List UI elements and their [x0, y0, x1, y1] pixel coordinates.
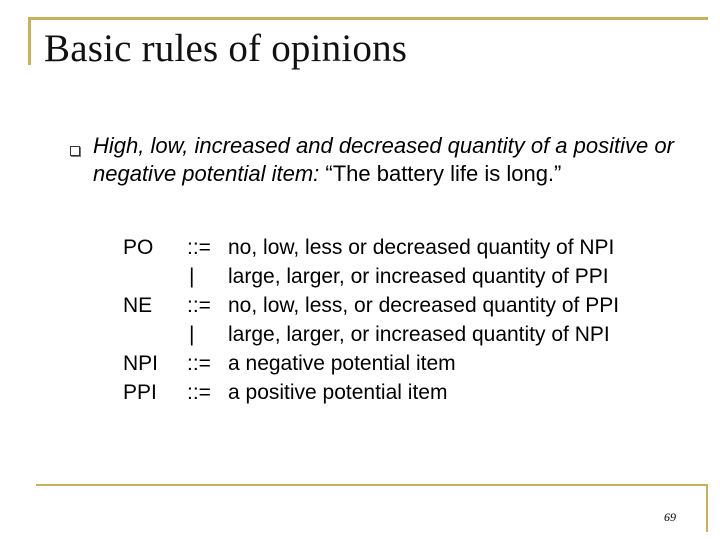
grammar-rhs: no, low, less or decreased quantity of NPI: [228, 236, 615, 259]
grammar-rhs: large, larger, or increased quantity of NPI: [228, 323, 610, 346]
grammar-row: [123, 262, 703, 291]
grammar-rules: [123, 233, 703, 407]
grammar-row: [123, 233, 703, 262]
page-number: 69: [664, 510, 676, 524]
bullet-italic-text: High, low, increased and decreased quantity of a positive or negative potential item:: [93, 133, 674, 186]
grammar-lhs: PO: [123, 236, 154, 259]
grammar-operator: ::=: [187, 381, 211, 404]
grammar-row: [123, 291, 703, 320]
grammar-operator: ::=: [187, 352, 211, 375]
grammar-operator: |: [189, 323, 195, 346]
grammar-rhs: a negative potential item: [228, 352, 456, 375]
grammar-rhs: no, low, less, or decreased quantity of PPI: [228, 294, 620, 317]
grammar-row: [123, 378, 703, 407]
grammar-rhs: a positive potential item: [228, 381, 448, 404]
grammar-row: [123, 349, 703, 378]
footer-rule: [36, 484, 708, 486]
title-left-rule: [28, 17, 31, 65]
grammar-lhs: PPI: [123, 381, 157, 404]
bullet-example-text: “The battery life is long.”: [319, 161, 562, 186]
grammar-operator: ::=: [187, 236, 211, 259]
grammar-lhs: NE: [123, 294, 153, 317]
grammar-row: [123, 320, 703, 349]
bullet-text: [93, 132, 693, 188]
grammar-operator: ::=: [187, 294, 211, 317]
grammar-rhs: large, larger, or increased quantity of PPI: [228, 265, 609, 288]
grammar-operator: |: [189, 265, 195, 288]
title-top-rule: [28, 17, 708, 20]
square-bullet-icon: [70, 146, 80, 156]
grammar-lhs: NPI: [123, 352, 159, 375]
slide-title: Basic rules of opinions: [44, 27, 408, 70]
footer-right-rule: [706, 484, 708, 532]
